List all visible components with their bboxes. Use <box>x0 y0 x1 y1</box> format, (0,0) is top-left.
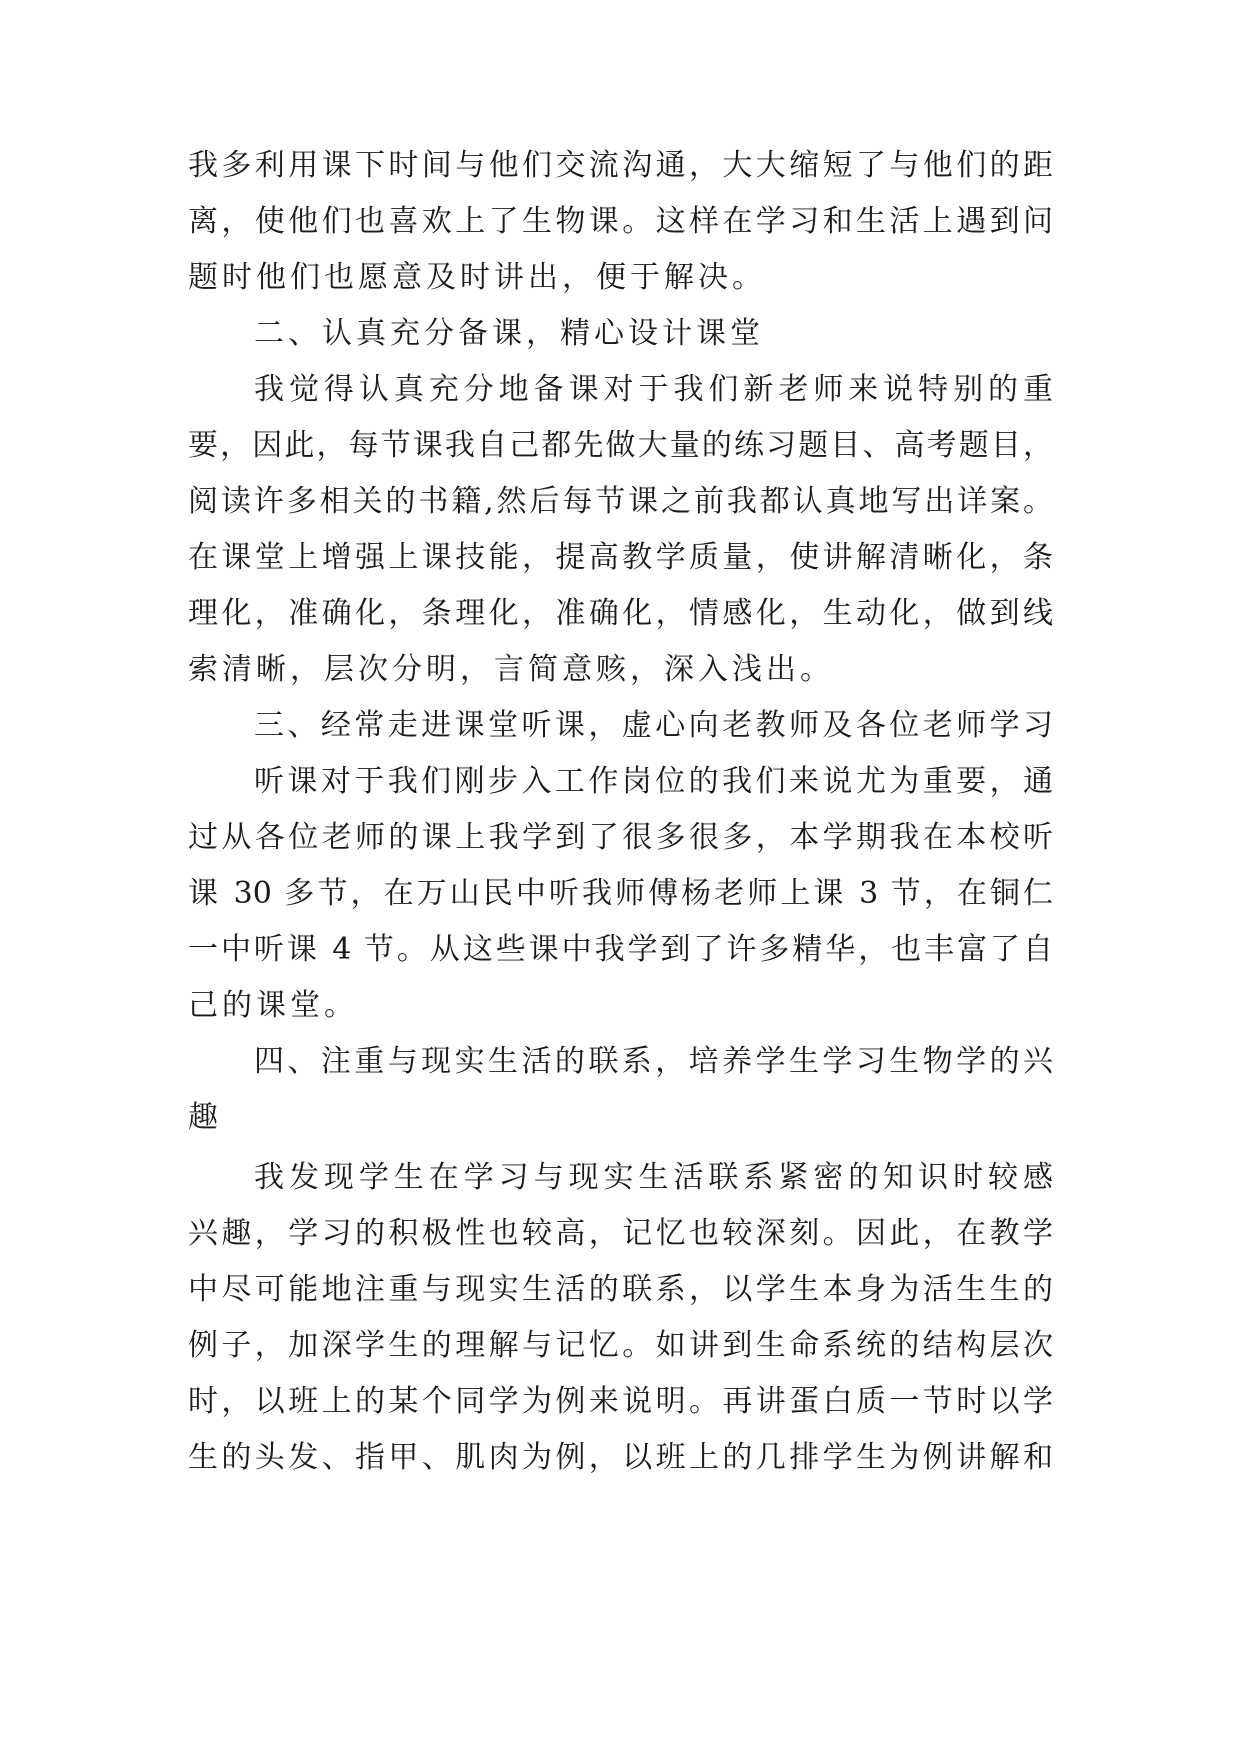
text-line: 过从各位老师的课上我学到了很多很多，本学期我在本校听 <box>188 820 1053 855</box>
text-line: 离，使他们也喜欢上了生物课。这样在学习和生活上遇到问 <box>188 204 1053 239</box>
section-heading-continuation: 趣 <box>188 1100 222 1135</box>
text-line: 阅读许多相关的书籍,然后每节课之前我都认真地写出详案。 <box>188 484 1053 519</box>
text-line: 我多利用课下时间与他们交流沟通，大大缩短了与他们的距 <box>188 148 1053 183</box>
document-page <box>188 0 1053 1754</box>
text-line: 中尽可能地注重与现实生活的联系，以学生本身为活生生的 <box>188 1272 1053 1307</box>
text-line: 课 30 多节，在万山民中听我师傅杨老师上课 3 节，在铜仁 <box>188 876 1053 911</box>
text-line: 索清晰，层次分明，言简意赅，深入浅出。 <box>188 652 834 687</box>
text-line: 时，以班上的某个同学为例来说明。再讲蛋白质一节时以学 <box>188 1384 1053 1419</box>
section-heading: 三、经常走进课堂听课，虚心向老教师及各位老师学习 <box>254 708 1053 743</box>
text-line: 我觉得认真充分地备课对于我们新老师来说特别的重 <box>254 372 1053 407</box>
text-line: 例子，加深学生的理解与记忆。如讲到生命系统的结构层次 <box>188 1328 1053 1363</box>
text-line: 生的头发、指甲、肌肉为例，以班上的几排学生为例讲解和 <box>188 1440 1053 1475</box>
text-line: 在课堂上增强上课技能，提高教学质量，使讲解清晰化，条 <box>188 540 1053 575</box>
text-line: 听课对于我们刚步入工作岗位的我们来说尤为重要，通 <box>254 764 1053 799</box>
section-heading: 二、认真充分备课，精心设计课堂 <box>254 316 764 351</box>
text-line: 己的课堂。 <box>188 988 358 1023</box>
text-line: 一中听课 4 节。从这些课中我学到了许多精华，也丰富了自 <box>188 932 1053 967</box>
text-line: 题时他们也愿意及时讲出，便于解决。 <box>188 260 766 295</box>
text-line: 兴趣，学习的积极性也较高，记忆也较深刻。因此，在教学 <box>188 1216 1053 1251</box>
text-line: 理化，准确化，条理化，准确化，情感化，生动化，做到线 <box>188 596 1053 631</box>
section-heading: 四、注重与现实生活的联系，培养学生学习生物学的兴 <box>254 1044 1053 1079</box>
text-line: 要，因此，每节课我自己都先做大量的练习题目、高考题目， <box>188 428 1053 463</box>
text-line: 我发现学生在学习与现实生活联系紧密的知识时较感 <box>254 1160 1053 1195</box>
